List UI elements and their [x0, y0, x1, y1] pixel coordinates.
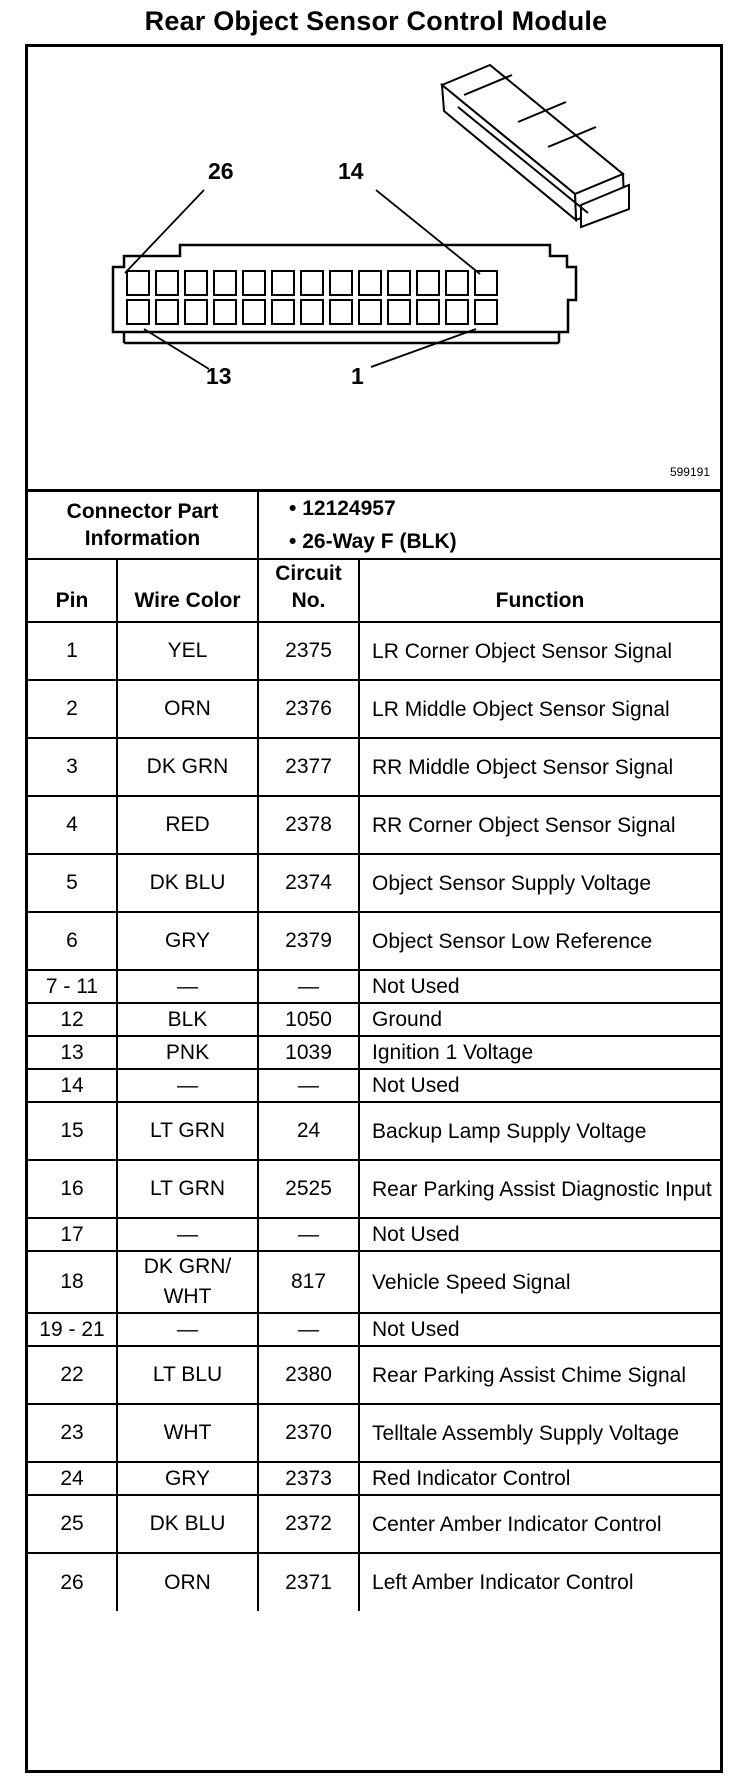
- pin-cell: 1: [28, 622, 117, 680]
- pin-cell: 18: [28, 1251, 117, 1313]
- pinout-table: [28, 489, 720, 1611]
- wire-color-cell: YEL: [117, 622, 258, 680]
- function-cell: Object Sensor Low Reference: [359, 912, 720, 970]
- function-cell: Ground: [359, 1003, 720, 1036]
- table-row: [28, 622, 720, 680]
- wire-color-cell: WHT: [117, 1404, 258, 1462]
- function-cell: Ignition 1 Voltage: [359, 1036, 720, 1069]
- function-cell: Backup Lamp Supply Voltage: [359, 1102, 720, 1160]
- table-row: [28, 1218, 720, 1251]
- wire-color-cell: LT GRN: [117, 1160, 258, 1218]
- callout-pin-26: 26: [208, 158, 234, 184]
- pin-cavity: [446, 300, 468, 324]
- table-row: [28, 1313, 720, 1346]
- pin-cell: 17: [28, 1218, 117, 1251]
- function-cell: RR Corner Object Sensor Signal: [359, 796, 720, 854]
- circuit-cell: —: [258, 1218, 359, 1251]
- pin-cell: 25: [28, 1495, 117, 1553]
- pin-cell: 7 - 11: [28, 970, 117, 1003]
- wire-color-cell: GRY: [117, 1462, 258, 1495]
- pin-cell: 15: [28, 1102, 117, 1160]
- connector-part-number: • 12124957: [289, 497, 396, 520]
- pin-cavity: [272, 300, 294, 324]
- pin-cell: 6: [28, 912, 117, 970]
- circuit-cell: 2371: [258, 1553, 359, 1611]
- connector-type: • 26-Way F (BLK): [289, 530, 457, 553]
- circuit-cell: 2370: [258, 1404, 359, 1462]
- circuit-cell: 2376: [258, 680, 359, 738]
- connector-info-values: [258, 491, 720, 560]
- pin-cavity: [475, 271, 497, 295]
- pin-cavity: [214, 271, 236, 295]
- wire-color-cell: GRY: [117, 912, 258, 970]
- connector-info-label: Connector Part Information: [28, 491, 258, 560]
- function-cell: Object Sensor Supply Voltage: [359, 854, 720, 912]
- table-row: [28, 1160, 720, 1218]
- table-row: [28, 970, 720, 1003]
- wire-color-cell: DK BLU: [117, 854, 258, 912]
- function-cell: Not Used: [359, 970, 720, 1003]
- pin-cell: 16: [28, 1160, 117, 1218]
- pin-cavity: [446, 271, 468, 295]
- wire-color-cell: —: [117, 970, 258, 1003]
- table-row: [28, 1251, 720, 1313]
- pin-cavity: [156, 300, 178, 324]
- wire-color-cell: ORN: [117, 680, 258, 738]
- pin-cavity: [359, 300, 381, 324]
- pin-cavity: [330, 300, 352, 324]
- wire-color-cell: —: [117, 1069, 258, 1102]
- function-cell: LR Corner Object Sensor Signal: [359, 622, 720, 680]
- pin-cell: 22: [28, 1346, 117, 1404]
- function-cell: Not Used: [359, 1069, 720, 1102]
- function-cell: Not Used: [359, 1313, 720, 1346]
- function-cell: Red Indicator Control: [359, 1462, 720, 1495]
- circuit-cell: —: [258, 1069, 359, 1102]
- circuit-cell: 2372: [258, 1495, 359, 1553]
- connector-cavities: [127, 271, 497, 324]
- circuit-cell: 1039: [258, 1036, 359, 1069]
- header-wire-color: Wire Color: [117, 559, 258, 622]
- page-title: Rear Object Sensor Control Module: [144, 6, 608, 36]
- header-pin: Pin: [28, 559, 117, 622]
- table-row: [28, 1102, 720, 1160]
- pin-cavity: [185, 300, 207, 324]
- table-row: [28, 1346, 720, 1404]
- function-cell: LR Middle Object Sensor Signal: [359, 680, 720, 738]
- pin-cavity: [301, 271, 323, 295]
- wire-color-cell: DK GRN: [117, 738, 258, 796]
- wire-color-cell: DK BLU: [117, 1495, 258, 1553]
- pin-cavity: [475, 300, 497, 324]
- pin-cell: 14: [28, 1069, 117, 1102]
- table-row: [28, 738, 720, 796]
- pin-cell: 5: [28, 854, 117, 912]
- pin-cavity: [243, 271, 265, 295]
- callout-pin-14: 14: [338, 158, 364, 184]
- callout-pin-13: 13: [206, 363, 232, 389]
- pin-cavity: [417, 300, 439, 324]
- circuit-cell: 2378: [258, 796, 359, 854]
- pin-cavity: [243, 300, 265, 324]
- function-cell: Vehicle Speed Signal: [359, 1251, 720, 1313]
- header-function: Function: [359, 559, 720, 622]
- table-row: [28, 1069, 720, 1102]
- pin-cavity: [272, 271, 294, 295]
- table-row: [28, 1495, 720, 1553]
- wire-color-cell: —: [117, 1313, 258, 1346]
- pin-cavity: [301, 300, 323, 324]
- circuit-cell: 2374: [258, 854, 359, 912]
- wire-color-cell: —: [117, 1218, 258, 1251]
- pin-cavity: [388, 271, 410, 295]
- pin-cavity: [156, 271, 178, 295]
- pin-cavity: [359, 271, 381, 295]
- circuit-cell: 817: [258, 1251, 359, 1313]
- connector-diagram: [28, 47, 720, 489]
- function-cell: RR Middle Object Sensor Signal: [359, 738, 720, 796]
- table-row: [28, 912, 720, 970]
- pin-cavity: [127, 271, 149, 295]
- circuit-cell: —: [258, 970, 359, 1003]
- circuit-cell: 2375: [258, 622, 359, 680]
- figure-id: 599191: [669, 465, 710, 479]
- table-row: [28, 1462, 720, 1495]
- table-row: [28, 1003, 720, 1036]
- pin-cell: 24: [28, 1462, 117, 1495]
- circuit-cell: 24: [258, 1102, 359, 1160]
- pinout-frame: [25, 44, 723, 1773]
- function-cell: Left Amber Indicator Control: [359, 1553, 720, 1611]
- circuit-cell: 2525: [258, 1160, 359, 1218]
- function-cell: Not Used: [359, 1218, 720, 1251]
- pin-cell: 19 - 21: [28, 1313, 117, 1346]
- pin-cell: 23: [28, 1404, 117, 1462]
- function-cell: Center Amber Indicator Control: [359, 1495, 720, 1553]
- pin-cell: 26: [28, 1553, 117, 1611]
- pin-cell: 13: [28, 1036, 117, 1069]
- pin-cavity: [185, 271, 207, 295]
- pin-cell: 2: [28, 680, 117, 738]
- pin-cavity: [214, 300, 236, 324]
- pin-cell: 12: [28, 1003, 117, 1036]
- function-cell: Telltale Assembly Supply Voltage: [359, 1404, 720, 1462]
- wire-color-cell: LT GRN: [117, 1102, 258, 1160]
- pin-cell: 4: [28, 796, 117, 854]
- connector-3d-icon: [442, 65, 629, 227]
- wire-color-cell: BLK: [117, 1003, 258, 1036]
- table-row: [28, 1404, 720, 1462]
- circuit-cell: 2377: [258, 738, 359, 796]
- function-cell: Rear Parking Assist Chime Signal: [359, 1346, 720, 1404]
- wire-color-cell: LT BLU: [117, 1346, 258, 1404]
- connector-diagram-svg: [28, 47, 720, 489]
- wire-color-cell: ORN: [117, 1553, 258, 1611]
- table-row: [28, 796, 720, 854]
- circuit-cell: 2373: [258, 1462, 359, 1495]
- circuit-cell: 2379: [258, 912, 359, 970]
- pin-cavity: [127, 300, 149, 324]
- table-row: [28, 1553, 720, 1611]
- table-row: [28, 1036, 720, 1069]
- column-header-row: [28, 559, 720, 622]
- callout-pin-1: 1: [351, 363, 364, 389]
- wire-color-cell: DK GRN/ WHT: [117, 1251, 258, 1313]
- circuit-cell: 1050: [258, 1003, 359, 1036]
- function-cell: Rear Parking Assist Diagnostic Input: [359, 1160, 720, 1218]
- pin-cavity: [388, 300, 410, 324]
- pin-cell: 3: [28, 738, 117, 796]
- circuit-cell: 2380: [258, 1346, 359, 1404]
- connector-face: [113, 245, 576, 343]
- pin-cavity: [330, 271, 352, 295]
- table-row: [28, 680, 720, 738]
- pin-cavity: [417, 271, 439, 295]
- wire-color-cell: PNK: [117, 1036, 258, 1069]
- wire-color-cell: RED: [117, 796, 258, 854]
- connector-info-row: [28, 491, 720, 560]
- circuit-cell: —: [258, 1313, 359, 1346]
- table-row: [28, 854, 720, 912]
- header-circuit: Circuit No.: [258, 559, 359, 622]
